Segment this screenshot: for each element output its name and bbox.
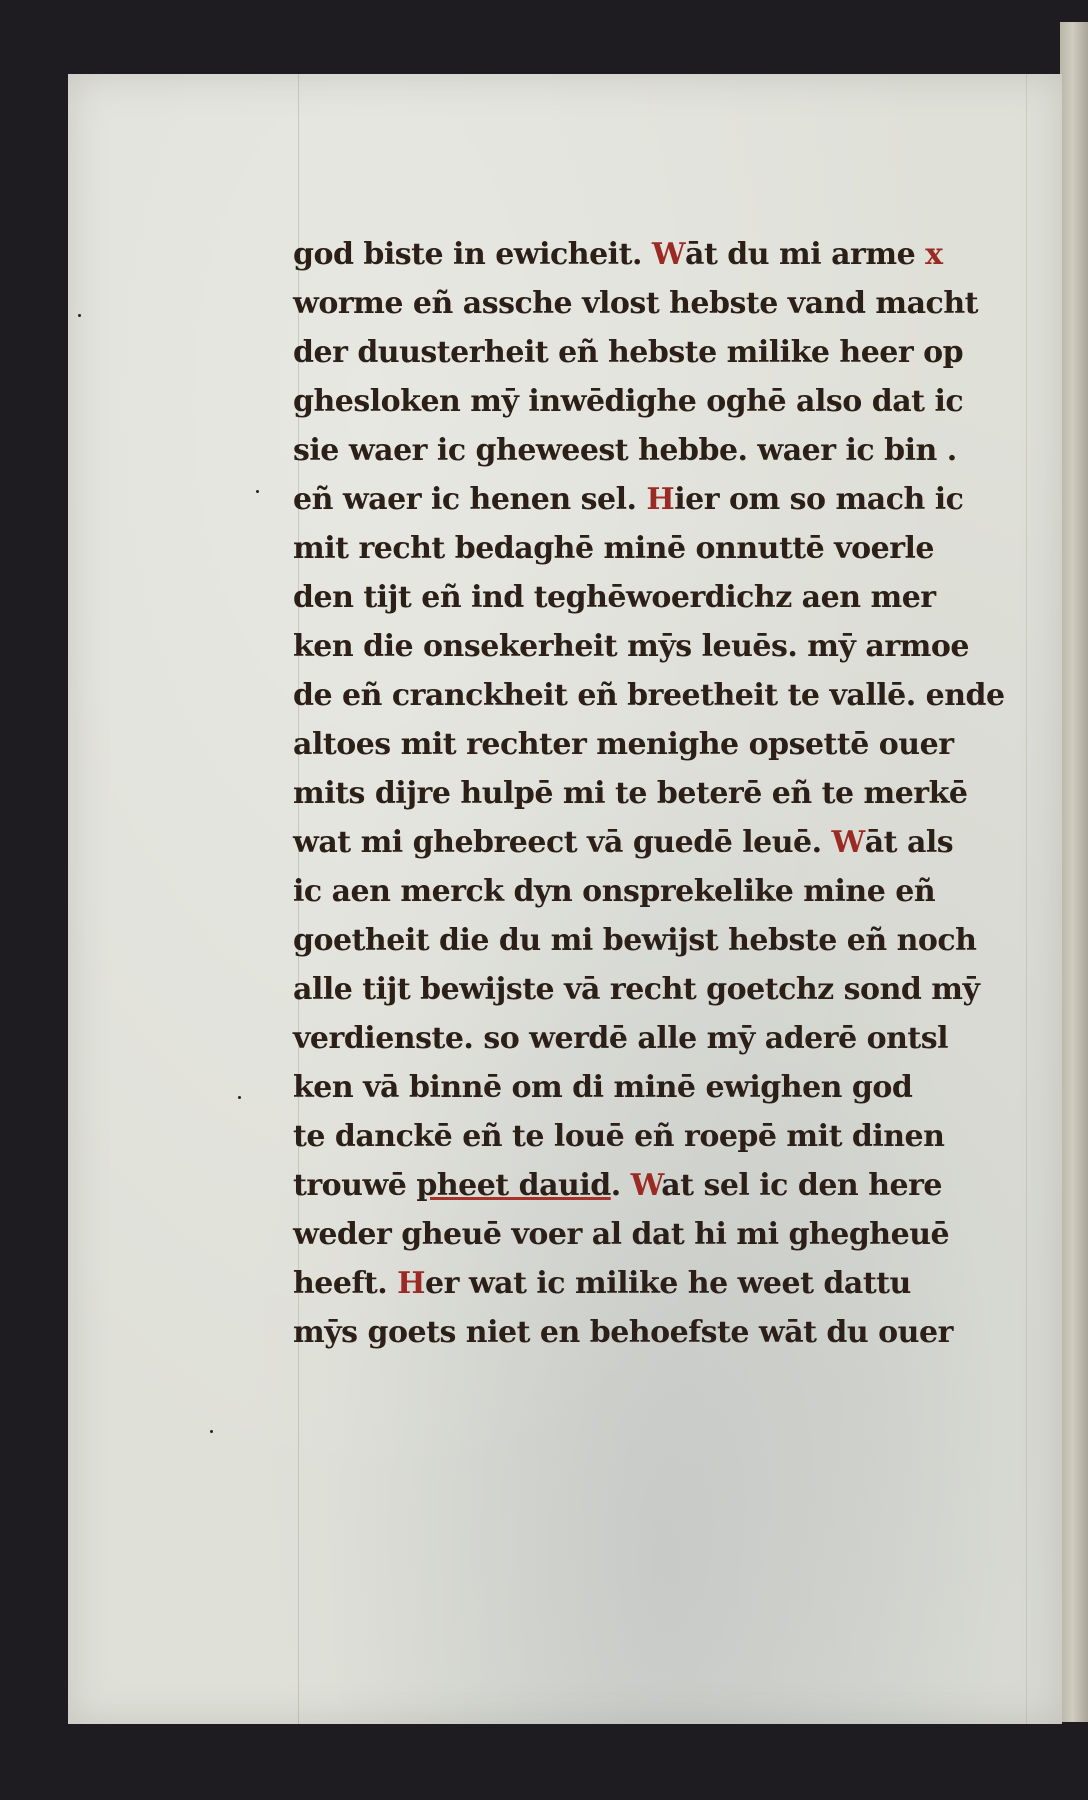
adjacent-leaf-edge — [1060, 22, 1088, 1722]
text-line — [293, 720, 1063, 769]
text-line — [293, 524, 1063, 573]
text-line — [293, 279, 1063, 328]
rubricated-initial: W — [630, 1168, 662, 1203]
text-segment: te danckē eñ te louē eñ roepē mit dinen — [293, 1119, 945, 1154]
text-segment: ghesloken mȳ inwēdighe oghē also dat ic — [293, 384, 964, 419]
pricking-mark — [78, 314, 81, 317]
text-segment: der duusterheit eñ hebste milike heer op — [293, 335, 964, 370]
text-segment: eñ waer ic henen sel. — [293, 482, 647, 517]
text-segment: ken die onsekerheit mȳs leuēs. mȳ armoe — [293, 629, 969, 664]
text-segment: trouwē — [293, 1168, 417, 1203]
text-line — [293, 1210, 1063, 1259]
text-line — [293, 426, 1063, 475]
text-line — [293, 1259, 1063, 1308]
text-segment: ken vā binnē om di minē ewighen god — [293, 1070, 913, 1105]
text-segment: sie waer ic gheweest hebbe. waer ic bin . — [293, 433, 957, 468]
text-line — [293, 230, 1063, 279]
text-segment: weder gheuē voer al dat hi mi ghegheuē — [293, 1217, 950, 1252]
text-segment: ier om so mach ic — [674, 482, 964, 517]
text-line — [293, 1063, 1063, 1112]
text-line — [293, 475, 1063, 524]
text-segment: mit recht bedaghē minē onnuttē voerle — [293, 531, 935, 566]
text-segment: at sel ic den here — [661, 1168, 942, 1203]
rubricated-initial: H — [646, 482, 675, 517]
text-segment: altoes mit rechter menighe opsettē ouer — [293, 727, 954, 762]
manuscript-page — [68, 74, 1062, 1724]
text-line — [293, 916, 1063, 965]
text-line — [293, 328, 1063, 377]
text-segment: mȳs goets niet en behoefste wāt du ouer — [293, 1315, 953, 1350]
text-segment: god biste in ewicheit. — [293, 237, 652, 272]
text-line — [293, 769, 1063, 818]
text-line — [293, 1161, 1063, 1210]
text-line — [293, 377, 1063, 426]
text-line — [293, 1014, 1063, 1063]
manuscript-text-block — [293, 230, 1063, 1357]
pricking-mark — [238, 1096, 241, 1099]
text-segment: goetheit die du mi bewijst hebste eñ noch — [293, 923, 977, 958]
text-segment: verdienste. so werdē alle mȳ aderē ontsl — [293, 1021, 949, 1056]
text-segment: er wat ic milike he weet dattu — [425, 1266, 911, 1301]
pricking-mark — [210, 1430, 213, 1433]
text-segment: alle tijt bewijste vā recht goetchz sond mȳ — [293, 972, 980, 1007]
rubricated-initial: H — [397, 1266, 425, 1301]
text-line — [293, 1308, 1063, 1357]
text-segment: den tijt eñ ind teghēwoerdichz aen mer — [293, 580, 936, 615]
rubricated-initial: W — [831, 825, 865, 860]
text-segment: worme eñ assche vlost hebste vand macht — [293, 286, 978, 321]
text-line — [293, 622, 1063, 671]
text-segment: wat mi ghebreect vā guedē leuē. — [293, 825, 832, 860]
text-segment: mits dijre hulpē mi te beterē eñ te merkē — [293, 776, 968, 811]
rubricated-initial: x — [925, 237, 943, 272]
underlined-text: pheet dauid — [416, 1168, 611, 1203]
pricking-mark — [256, 490, 259, 493]
text-segment: ic aen merck dyn onsprekelike mine eñ — [293, 874, 936, 909]
text-segment: āt als — [864, 825, 954, 860]
text-segment: de eñ cranckheit eñ breetheit te vallē. ende — [293, 678, 1005, 713]
text-line — [293, 1112, 1063, 1161]
text-segment: āt du mi arme — [685, 237, 926, 272]
text-segment: . — [610, 1168, 631, 1203]
rubricated-initial: W — [651, 237, 686, 272]
text-line — [293, 867, 1063, 916]
text-segment: heeft. — [293, 1266, 398, 1301]
text-line — [293, 818, 1063, 867]
text-line — [293, 965, 1063, 1014]
text-line — [293, 573, 1063, 622]
text-line — [293, 671, 1063, 720]
